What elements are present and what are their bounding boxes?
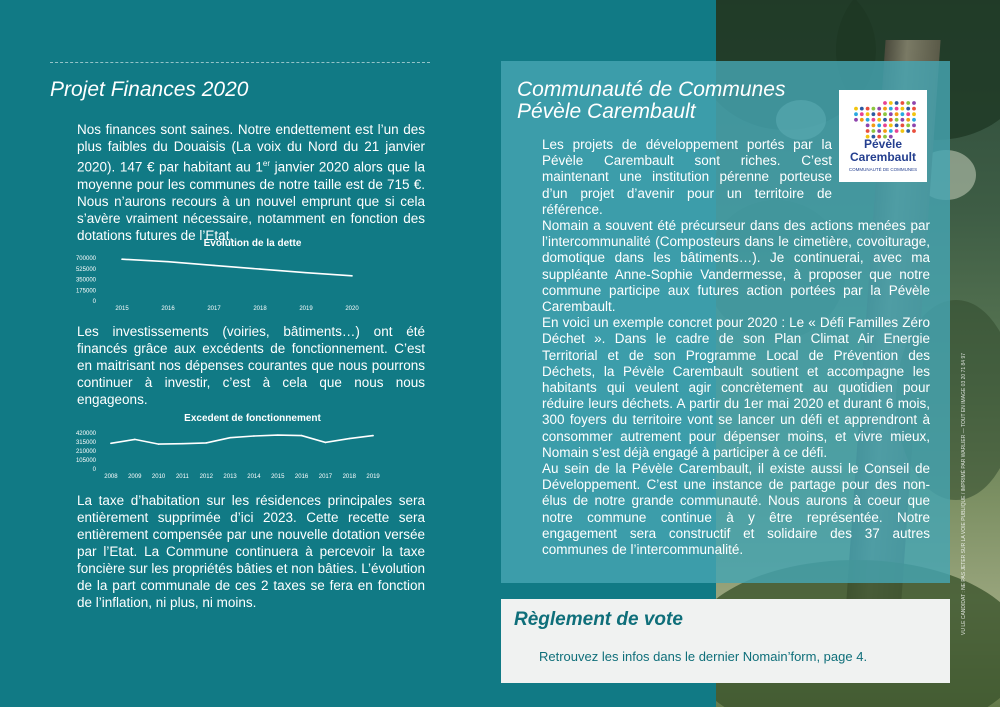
logo-dot <box>889 118 893 122</box>
logo-dot <box>895 112 899 116</box>
finances-paragraph-2: Les investissements (voiries, bâtiments…) ont été financés grâce aux excédents de fonctionnement. C’est en maitrisant nos dépenses courantes que nous pourrons continuer à investir, c’est à cela que nous nous engageons. <box>77 324 425 407</box>
data-point <box>205 442 207 444</box>
y-tick-label: 0 <box>92 299 96 305</box>
logo-dot <box>883 107 887 111</box>
x-tick-label: 2020 <box>345 306 359 312</box>
community-paragraph-2: Nomain a souvent été précurseur dans des actions menées par l’intercommunalité (Composteurs dans le cimetière, covoiturage, domotique dans les bâtiments…). Je continuerai, avec ma suppléante Anne-Sophie Vandermesse, à proposer que notre commune participe aux futures action portées par la Pévèle Carembault. <box>542 218 930 315</box>
logo-dot <box>895 129 899 133</box>
data-point <box>134 439 136 441</box>
logo-dot <box>883 129 887 133</box>
x-tick-label: 2015 <box>271 474 285 480</box>
vote-text: Retrouvez les infos dans le dernier Nomain’form, page 4. <box>539 649 868 664</box>
data-point <box>305 272 307 274</box>
data-point <box>182 443 184 445</box>
logo-dots-icon <box>853 100 917 140</box>
community-paragraph-1: Les projets de développement portés par la Pévèle Carembault sont riches. C’est maintenant une institution pérenne porteuse d’un projet d’avenir pour un territoire de référence. <box>542 137 832 217</box>
logo-dot <box>889 107 893 111</box>
x-tick-label: 2019 <box>299 306 313 312</box>
logo-dot <box>854 107 858 111</box>
x-tick-label: 2012 <box>199 474 213 480</box>
logo-dot <box>883 112 887 116</box>
data-point <box>158 443 160 445</box>
data-point <box>110 442 112 444</box>
community-panel <box>501 61 950 583</box>
logo-dot <box>895 107 899 111</box>
y-tick-label: 315000 <box>75 440 96 446</box>
x-tick-label: 2015 <box>115 306 129 312</box>
x-tick-label: 2019 <box>366 474 380 480</box>
logo-dot <box>901 129 905 133</box>
y-tick-label: 525000 <box>75 266 96 273</box>
data-point <box>325 442 327 444</box>
x-tick-label: 2013 <box>223 474 237 480</box>
logo-dot <box>906 101 910 105</box>
logo-dot <box>895 124 899 128</box>
logo-dot <box>912 101 916 105</box>
community-text <box>542 137 930 558</box>
community-title-line2: Pévèle Carembault <box>517 100 696 123</box>
logo-dot <box>872 129 876 133</box>
logo-dot <box>872 124 876 128</box>
title-rule <box>50 62 430 63</box>
y-tick-label: 350000 <box>75 277 96 284</box>
logo-dot <box>906 107 910 111</box>
logo-dot <box>906 118 910 122</box>
logo-dot <box>901 124 905 128</box>
logo-dot <box>860 107 864 111</box>
finances-paragraph-1 <box>77 121 425 244</box>
logo-dot <box>866 124 870 128</box>
community-paragraph-4: Au sein de la Pévèle Carembault, il existe aussi le Conseil de Développement. C’est une instance de partage pour des non-élus de notre grande communauté. Nous aurons à coeur que notre commune continue à y être représentée. Notre engagement sera constructif et solidaire des 37 autres communes de l’intercommunalité. <box>542 461 930 558</box>
debt-chart-svg <box>75 250 430 316</box>
finances-title: Projet Finances 2020 <box>50 78 249 101</box>
data-point <box>213 265 215 267</box>
print-credit-text: VU LE CANDIDAT : NE PAS JETER SUR LA VOIE PUBLIQUE / IMPRIMÉ PAR WARLIER — TOUT EN IMAGE 03 20 71 84 97 <box>961 352 967 635</box>
para1-text-a: Nos finances sont saines. Notre endettement est l’un des plus faibles du Douaisis (La voix du Nord du 21 janvier 2020). 147 € par habitant au 1 <box>77 122 425 175</box>
logo-dot <box>872 107 876 111</box>
data-point <box>253 435 255 437</box>
community-title <box>517 79 785 123</box>
logo-dot <box>906 112 910 116</box>
logo-dot <box>877 112 881 116</box>
surplus-chart-svg <box>75 427 430 487</box>
data-point <box>277 434 279 436</box>
logo-dot <box>860 112 864 116</box>
logo-dot <box>906 124 910 128</box>
logo-dot <box>901 107 905 111</box>
logo-dot <box>877 129 881 133</box>
logo-dot <box>912 107 916 111</box>
data-point <box>229 437 231 439</box>
logo-dot <box>854 118 858 122</box>
logo-dot <box>866 107 870 111</box>
data-point <box>167 261 169 263</box>
series-line <box>111 435 373 444</box>
logo-dot <box>877 124 881 128</box>
logo-dot <box>895 101 899 105</box>
logo-dot <box>912 124 916 128</box>
logo-dot <box>883 124 887 128</box>
x-tick-label: 2009 <box>128 474 142 480</box>
y-tick-label: 0 <box>92 467 96 473</box>
y-tick-label: 175000 <box>75 288 96 295</box>
logo-dot <box>889 124 893 128</box>
data-point <box>372 435 374 437</box>
x-tick-label: 2018 <box>342 474 356 480</box>
logo-dot <box>883 101 887 105</box>
logo-dot <box>889 129 893 133</box>
debt-chart-title: Evolution de la dette <box>203 238 302 249</box>
logo-dot <box>866 112 870 116</box>
logo-dot <box>889 101 893 105</box>
community-paragraph-3: En voici un exemple concret pour 2020 : Le « Défi Familles Zéro Déchet ». Dans le cadre de son Plan Climat Air Energie Territorial et de son Programme Local de Prévention des Déchets, la Pévèle Carembault soutient et accompagne les habitants qui veulent agir concrètement au quotidien pour réduire leurs déchets. A partir du 1er mai 2020 et durant 6 mois, 300 foyers du territoire vont se lancer un défi et apprendront à consommer autrement pour dépenser moins, et vivre mieux, Nomain s’est déjà engagé à participer à ce défi. <box>542 315 930 460</box>
data-point <box>259 268 261 270</box>
logo-dot <box>854 112 858 116</box>
y-tick-label: 210000 <box>75 449 96 455</box>
print-credit <box>961 352 971 635</box>
logo-line2: Carembault <box>849 150 917 164</box>
para1-text-b: janvier 2020 alors que la moyenne pour les communes de notre taille est de 715 €. Nous n’aurons recours à un nouvel emprunt que si cela s’avère vraiment nécessaire, notamment en fonction des dotations futures de l’Etat. <box>77 159 425 243</box>
surplus-chart-title: Excedent de fonctionnement <box>184 413 321 424</box>
logo-dot <box>912 118 916 122</box>
logo-dot <box>872 112 876 116</box>
para1-sup: er <box>262 159 270 168</box>
y-tick-label: 105000 <box>75 458 96 464</box>
logo-dot <box>889 112 893 116</box>
logo-dot <box>866 118 870 122</box>
x-tick-label: 2016 <box>294 474 309 480</box>
vote-box <box>501 599 950 683</box>
logo-line1: Pévèle <box>863 137 903 151</box>
data-point <box>351 275 353 277</box>
vote-title: Règlement de vote <box>514 609 683 630</box>
x-tick-label: 2018 <box>253 306 267 312</box>
x-tick-label: 2016 <box>161 306 175 312</box>
surplus-chart <box>75 413 430 485</box>
logo-line3: COMMUNAUTÉ DE COMMUNES <box>848 167 918 172</box>
x-tick-label: 2010 <box>151 474 166 480</box>
logo-dot <box>877 118 881 122</box>
logo-dot <box>895 118 899 122</box>
logo-dot <box>860 118 864 122</box>
data-point <box>121 258 123 260</box>
finances-paragraph-3: La taxe d’habitation sur les résidences principales sera entièrement supprimée d’ici 2023. Cette recette sera entièrement compensée par une nouvelle dotation versée par l’Etat. La Commune continuera à percevoir la taxe foncière sur les propriétés bâties et non bâties. L’évolution de la part communale de ces 2 taxes se fera en fonction de l’inflation, ni plus, ni moins. <box>77 493 425 610</box>
logo-dot <box>912 129 916 133</box>
logo-dot <box>901 101 905 105</box>
logo-dot <box>901 112 905 116</box>
x-tick-label: 2014 <box>247 474 261 480</box>
x-tick-label: 2008 <box>104 474 118 480</box>
data-point <box>348 438 350 440</box>
x-tick-label: 2017 <box>318 474 333 480</box>
logo-dot <box>872 118 876 122</box>
y-tick-label: 700000 <box>75 256 96 262</box>
logo-dot <box>901 118 905 122</box>
logo-dot <box>877 107 881 111</box>
x-tick-label: 2017 <box>207 306 221 312</box>
logo-dot <box>912 112 916 116</box>
debt-chart <box>75 238 430 314</box>
data-point <box>301 435 303 437</box>
community-title-line1: Communauté de Communes <box>517 78 786 101</box>
series-line <box>122 259 352 276</box>
x-tick-label: 2011 <box>175 474 189 480</box>
y-tick-label: 420000 <box>75 431 96 437</box>
logo-dot <box>883 118 887 122</box>
logo-dot <box>866 129 870 133</box>
logo-dot <box>906 129 910 133</box>
